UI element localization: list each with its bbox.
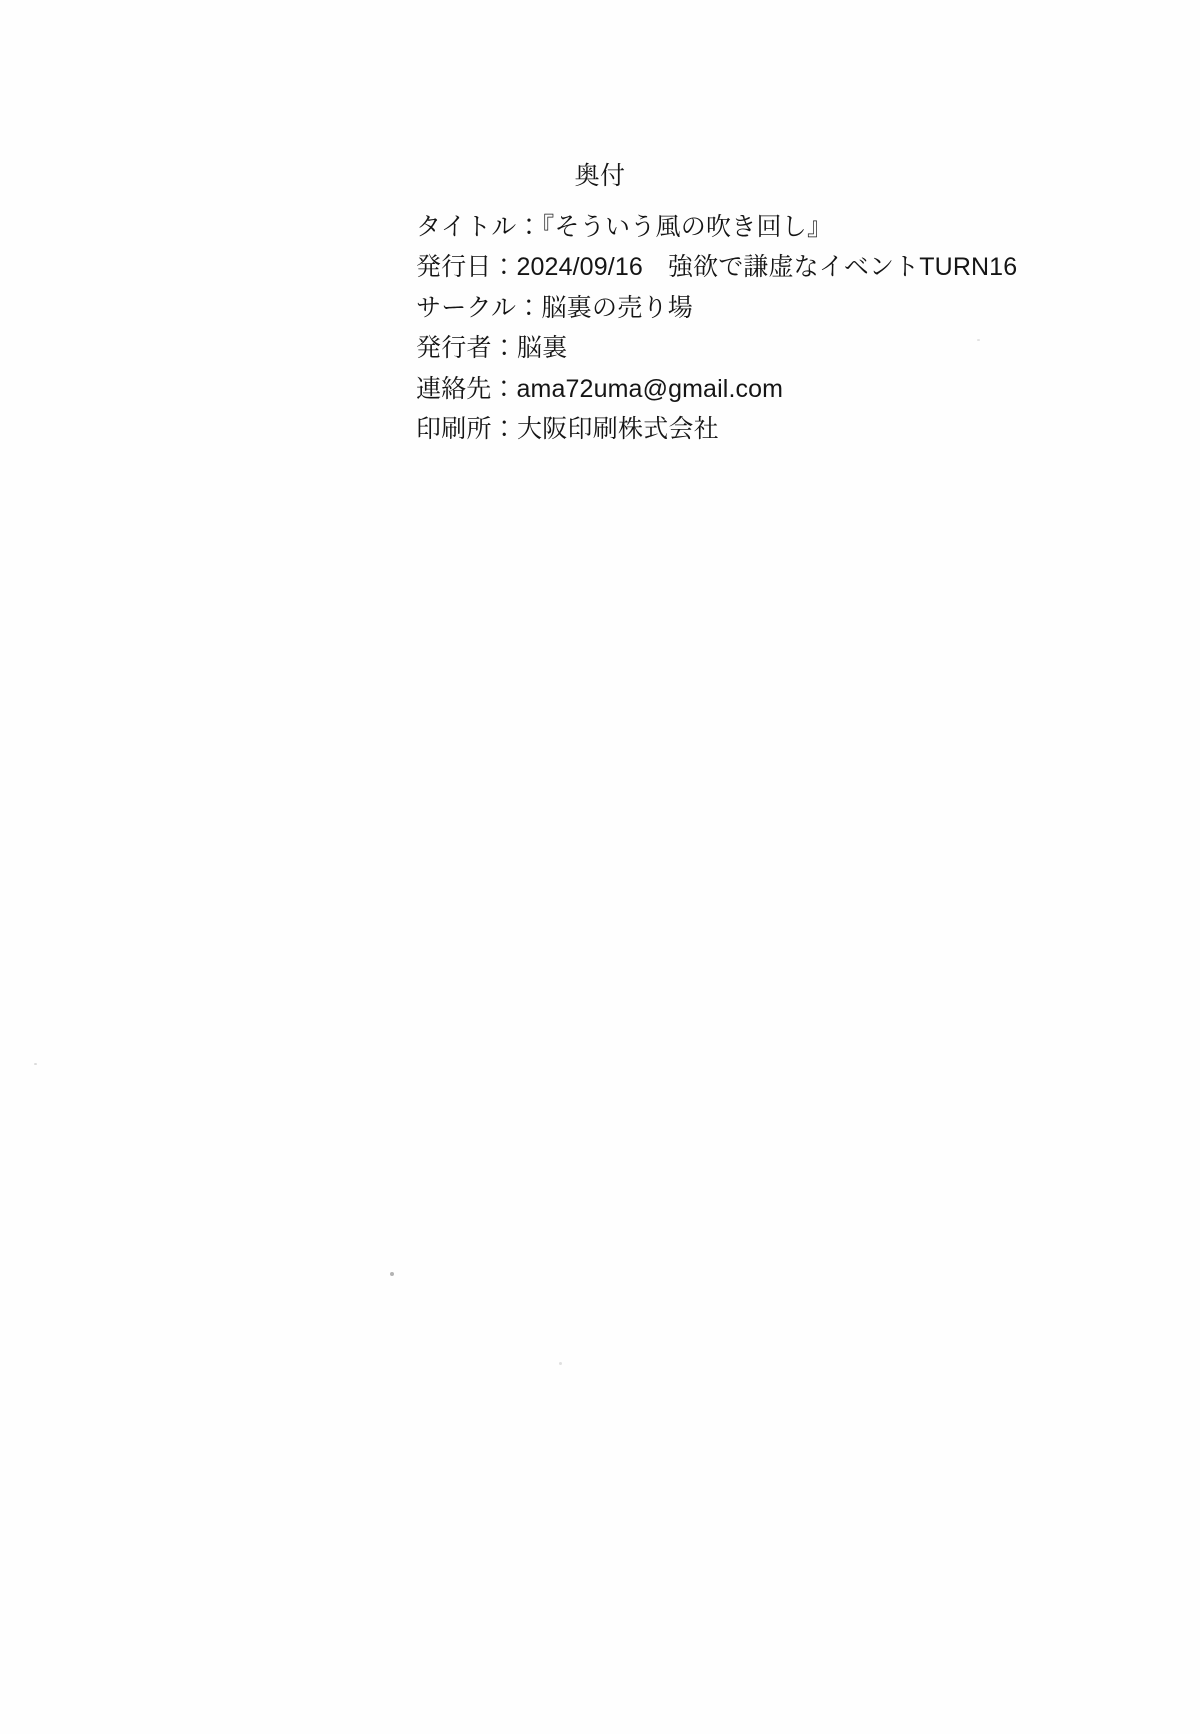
colophon-block xyxy=(0,160,1200,450)
colophon-heading: 奥付 xyxy=(574,162,626,190)
page-speck xyxy=(34,1063,37,1065)
page-speck xyxy=(559,1362,562,1365)
colophon-line-title: タイトル：『そういう風の吹き回し』 xyxy=(416,212,833,241)
colophon-line-circle: サークル：脳裏の売り場 xyxy=(416,293,694,322)
colophon-line-printer: 印刷所：大阪印刷株式会社 xyxy=(416,415,720,443)
colophon-line-contact: 連絡先：ama72uma@gmail.com xyxy=(416,374,784,403)
page-speck xyxy=(977,339,980,341)
colophon-line-publication-date: 発行日：2024/09/16 強欲で謙虚なイベントTURN16 xyxy=(416,253,1018,281)
page-speck xyxy=(390,1272,394,1276)
colophon-line-list xyxy=(144,207,1056,450)
colophon-line-publisher: 発行者：脳裏 xyxy=(416,334,568,362)
